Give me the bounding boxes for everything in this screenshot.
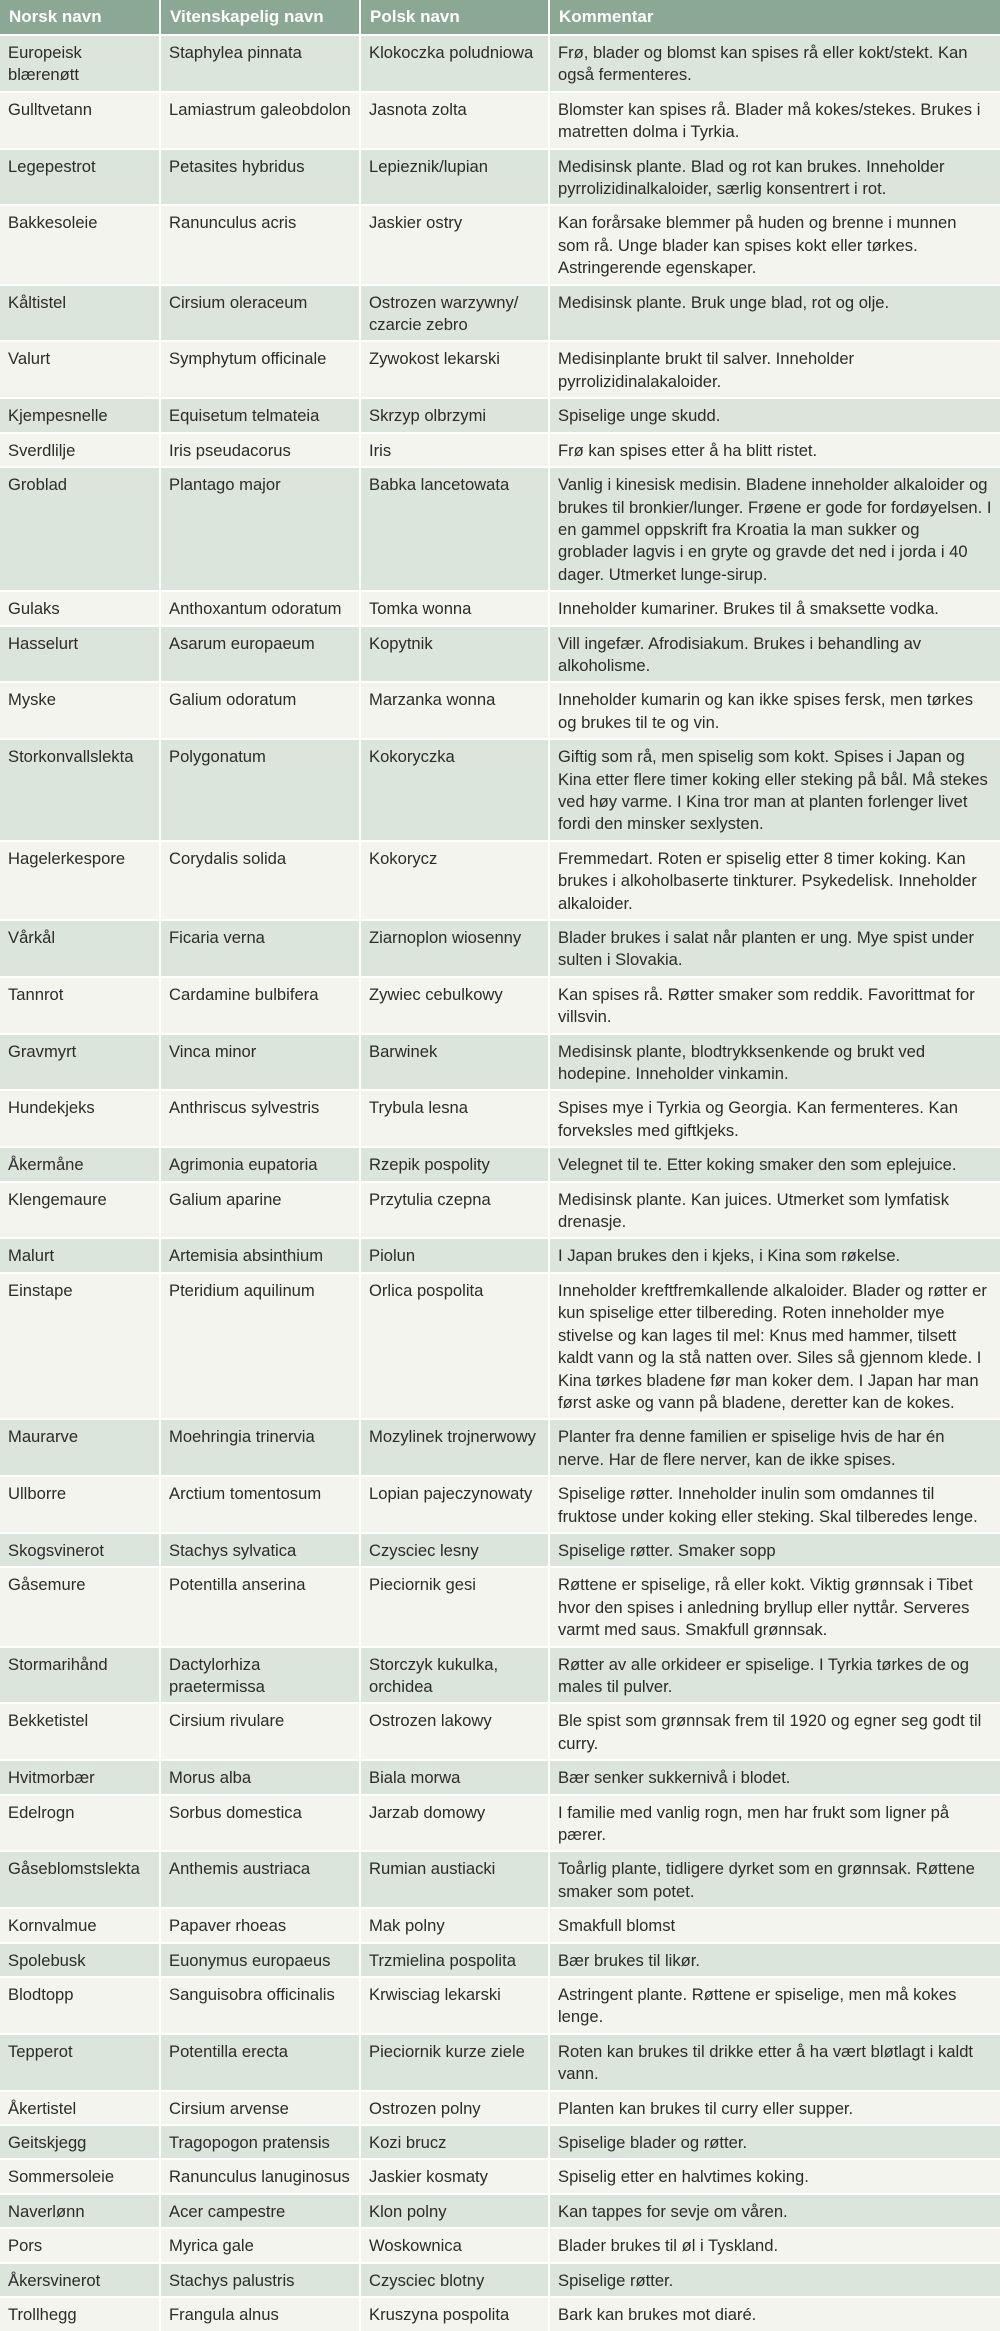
cell-kommentar: Inneholder kreftfremkallende alkaloider. Blader og røtter er kun spiselige etter tilbereding. Roten inneholder mye stivelse og kan lages til mel: Knus med hammer, tilsett kaldt vann og la stå natten over. Siles så gjennom klede. I Kina tørkes bladene før man koker dem. I Japan har man først aske og vann på bladene, deretter kan de kokes. [549, 1273, 1000, 1419]
cell-polsk: Ostrozen warzywny/ czarcie zebro [360, 285, 549, 342]
cell-vitenskapelig: Anthriscus sylvestris [160, 1090, 360, 1147]
table-row [0, 1419, 1000, 1476]
table-row [0, 1273, 1000, 1419]
cell-norsk: Hvitmorbær [0, 1760, 160, 1794]
cell-kommentar: Vanlig i kinesisk medisin. Bladene inneholder alkaloider og brukes til bronkier/lunger. Frøene er gode for fordøyelsen. I en gammel oppskrift fra Kroatia la man sukker og groblader lagvis i en gryte og gravde det ned i jorda i 40 dager. Utmerket lunge-sirup. [549, 467, 1000, 591]
cell-norsk: Naverlønn [0, 2194, 160, 2228]
cell-vitenskapelig: Agrimonia eupatoria [160, 1147, 360, 1181]
cell-vitenskapelig: Myrica gale [160, 2228, 360, 2262]
table-row [0, 626, 1000, 683]
cell-vitenskapelig: Lamiastrum galeobdolon [160, 92, 360, 149]
cell-kommentar: Giftig som rå, men spiselig som kokt. Spises i Japan og Kina etter flere timer koking eller steking på bål. Må stekes ved høy varme. I Kina tror man at planten forlenger livet fordi den minsker sexlysten. [549, 739, 1000, 841]
cell-kommentar: Blader brukes i salat når planten er ung. Mye spist under sulten i Slovakia. [549, 920, 1000, 977]
cell-vitenskapelig: Acer campestre [160, 2194, 360, 2228]
cell-norsk: Einstape [0, 1273, 160, 1419]
cell-polsk: Przytulia czepna [360, 1182, 549, 1239]
cell-vitenskapelig: Tragopogon pratensis [160, 2125, 360, 2159]
table-row [0, 1977, 1000, 2034]
cell-polsk: Trybula lesna [360, 1090, 549, 1147]
cell-kommentar: Bark kan brukes mot diaré. [549, 2297, 1000, 2330]
cell-kommentar: Medisinsk plante, blodtrykksenkende og brukt ved hodepine. Inneholder vinkamin. [549, 1034, 1000, 1091]
table-row [0, 467, 1000, 591]
cell-norsk: Kornvalmue [0, 1908, 160, 1942]
table-row [0, 1908, 1000, 1942]
cell-vitenskapelig: Moehringia trinervia [160, 1419, 360, 1476]
table-row [0, 591, 1000, 625]
cell-kommentar: Røtter av alle orkideer er spiselige. I Tyrkia tørkes de og males til pulver. [549, 1647, 1000, 1704]
cell-kommentar: I familie med vanlig rogn, men har frukt som ligner på pærer. [549, 1795, 1000, 1852]
cell-vitenskapelig: Stachys palustris [160, 2263, 360, 2297]
cell-norsk: Åkersvinerot [0, 2263, 160, 2297]
cell-polsk: Tomka wonna [360, 591, 549, 625]
cell-norsk: Hundekjeks [0, 1090, 160, 1147]
table-row [0, 2091, 1000, 2125]
cell-polsk: Zywokost lekarski [360, 341, 549, 398]
table-row [0, 1795, 1000, 1852]
cell-polsk: Babka lancetowata [360, 467, 549, 591]
cell-polsk: Kruszyna pospolita [360, 2297, 549, 2330]
cell-vitenskapelig: Polygonatum [160, 739, 360, 841]
cell-norsk: Vårkål [0, 920, 160, 977]
table-row [0, 2159, 1000, 2193]
cell-polsk: Krwisciag lekarski [360, 1977, 549, 2034]
cell-polsk: Marzanka wonna [360, 682, 549, 739]
table-row [0, 2297, 1000, 2330]
cell-kommentar: Spiselige unge skudd. [549, 398, 1000, 432]
cell-polsk: Klon polny [360, 2194, 549, 2228]
cell-norsk: Ullborre [0, 1476, 160, 1533]
table-row [0, 1476, 1000, 1533]
cell-norsk: Åkermåne [0, 1147, 160, 1181]
cell-kommentar: Toårlig plante, tidligere dyrket som en grønnsak. Røttene smaker som potet. [549, 1851, 1000, 1908]
cell-norsk: Stormarihånd [0, 1647, 160, 1704]
cell-norsk: Kåltistel [0, 285, 160, 342]
table-row [0, 1182, 1000, 1239]
cell-norsk: Storkonvallslekta [0, 739, 160, 841]
cell-kommentar: Ble spist som grønnsak frem til 1920 og egner seg godt til curry. [549, 1703, 1000, 1760]
cell-polsk: Trzmielina pospolita [360, 1943, 549, 1977]
cell-vitenskapelig: Galium odoratum [160, 682, 360, 739]
table-row [0, 1703, 1000, 1760]
cell-kommentar: Frø kan spises etter å ha blitt ristet. [549, 433, 1000, 467]
cell-vitenskapelig: Cirsium rivulare [160, 1703, 360, 1760]
table-row [0, 2034, 1000, 2091]
cell-kommentar: Planter fra denne familien er spiselige hvis de har én nerve. Har de flere nerver, kan de ikke spises. [549, 1419, 1000, 1476]
cell-kommentar: Roten kan brukes til drikke etter å ha vært bløtlagt i kaldt vann. [549, 2034, 1000, 2091]
table-row [0, 398, 1000, 432]
cell-vitenskapelig: Frangula alnus [160, 2297, 360, 2330]
cell-polsk: Pieciornik kurze ziele [360, 2034, 549, 2091]
header-kommentar: Kommentar [549, 0, 1000, 35]
cell-kommentar: Blomster kan spises rå. Blader må kokes/stekes. Brukes i matretten dolma i Tyrkia. [549, 92, 1000, 149]
table-row [0, 1851, 1000, 1908]
table-body [0, 35, 1000, 2331]
cell-vitenskapelig: Asarum europaeum [160, 626, 360, 683]
cell-kommentar: Medisinsk plante. Bruk unge blad, rot og olje. [549, 285, 1000, 342]
cell-vitenskapelig: Plantago major [160, 467, 360, 591]
table-row [0, 2194, 1000, 2228]
cell-vitenskapelig: Dactylorhiza praetermissa [160, 1647, 360, 1704]
cell-norsk: Åkertistel [0, 2091, 160, 2125]
cell-kommentar: Spiselige røtter. Inneholder inulin som omdannes til fruktose under koking eller steking. Skal tilberedes lenge. [549, 1476, 1000, 1533]
cell-polsk: Lepieznik/lupian [360, 149, 549, 206]
cell-vitenskapelig: Arctium tomentosum [160, 1476, 360, 1533]
cell-kommentar: Spiselige røtter. Smaker sopp [549, 1533, 1000, 1567]
table-row [0, 1147, 1000, 1181]
cell-norsk: Klengemaure [0, 1182, 160, 1239]
cell-kommentar: Kan tappes for sevje om våren. [549, 2194, 1000, 2228]
cell-polsk: Jaskier ostry [360, 205, 549, 284]
table-row [0, 35, 1000, 92]
cell-polsk: Biala morwa [360, 1760, 549, 1794]
cell-polsk: Barwinek [360, 1034, 549, 1091]
cell-norsk: Hagelerkespore [0, 841, 160, 920]
cell-norsk: Tepperot [0, 2034, 160, 2091]
cell-vitenskapelig: Sorbus domestica [160, 1795, 360, 1852]
cell-vitenskapelig: Papaver rhoeas [160, 1908, 360, 1942]
cell-kommentar: Medisinsk plante. Kan juices. Utmerket som lymfatisk drenasje. [549, 1182, 1000, 1239]
table-row [0, 1533, 1000, 1567]
cell-kommentar: Medisinplante brukt til salver. Inneholder pyrrolizidinalakaloider. [549, 341, 1000, 398]
cell-vitenskapelig: Cirsium arvense [160, 2091, 360, 2125]
cell-polsk: Jarzab domowy [360, 1795, 549, 1852]
cell-kommentar: Røttene er spiselige, rå eller kokt. Viktig grønnsak i Tibet hvor den spises i anledning bryllup eller nyttår. Serveres varmt med saus. Smakfull grønnsak. [549, 1567, 1000, 1646]
table-row [0, 341, 1000, 398]
cell-polsk: Mak polny [360, 1908, 549, 1942]
cell-vitenskapelig: Petasites hybridus [160, 149, 360, 206]
cell-vitenskapelig: Pteridium aquilinum [160, 1273, 360, 1419]
cell-kommentar: Fremmedart. Roten er spiselig etter 8 timer koking. Kan brukes i alkoholbaserte tinkturer. Psykedelisk. Inneholder alkaloider. [549, 841, 1000, 920]
cell-kommentar: Inneholder kumarin og kan ikke spises fersk, men tørkes og brukes til te og vin. [549, 682, 1000, 739]
table-row [0, 1090, 1000, 1147]
cell-polsk: Iris [360, 433, 549, 467]
cell-vitenskapelig: Ficaria verna [160, 920, 360, 977]
table-row [0, 1238, 1000, 1272]
table-row [0, 285, 1000, 342]
cell-norsk: Skogsvinerot [0, 1533, 160, 1567]
table-row [0, 1567, 1000, 1646]
cell-kommentar: Smakfull blomst [549, 1908, 1000, 1942]
cell-vitenskapelig: Ranunculus lanuginosus [160, 2159, 360, 2193]
cell-norsk: Sommersoleie [0, 2159, 160, 2193]
header-vitenskapelig-navn: Vitenskapelig navn [160, 0, 360, 35]
cell-kommentar: I Japan brukes den i kjeks, i Kina som røkelse. [549, 1238, 1000, 1272]
cell-kommentar: Vill ingefær. Afrodisiakum. Brukes i behandling av alkoholisme. [549, 626, 1000, 683]
cell-kommentar: Frø, blader og blomst kan spises rå eller kokt/stekt. Kan også fermenteres. [549, 35, 1000, 92]
cell-kommentar: Spiselige røtter. [549, 2263, 1000, 2297]
cell-kommentar: Bær senker sukkernivå i blodet. [549, 1760, 1000, 1794]
cell-vitenskapelig: Anthoxantum odoratum [160, 591, 360, 625]
cell-norsk: Bekketistel [0, 1703, 160, 1760]
cell-polsk: Storczyk kukulka, orchidea [360, 1647, 549, 1704]
table-row [0, 433, 1000, 467]
cell-polsk: Klokoczka poludniowa [360, 35, 549, 92]
cell-norsk: Trollhegg [0, 2297, 160, 2330]
cell-vitenskapelig: Potentilla anserina [160, 1567, 360, 1646]
cell-polsk: Woskownica [360, 2228, 549, 2262]
cell-norsk: Blodtopp [0, 1977, 160, 2034]
cell-vitenskapelig: Artemisia absinthium [160, 1238, 360, 1272]
cell-norsk: Legepestrot [0, 149, 160, 206]
cell-kommentar: Astringent plante. Røttene er spiselige, men må kokes lenge. [549, 1977, 1000, 2034]
cell-polsk: Kozi brucz [360, 2125, 549, 2159]
cell-polsk: Rzepik pospolity [360, 1147, 549, 1181]
cell-vitenskapelig: Ranunculus acris [160, 205, 360, 284]
table-row [0, 1034, 1000, 1091]
cell-vitenskapelig: Sanguisobra officinalis [160, 1977, 360, 2034]
cell-polsk: Ziarnoplon wiosenny [360, 920, 549, 977]
table-row [0, 1647, 1000, 1704]
cell-polsk: Jaskier kosmaty [360, 2159, 549, 2193]
cell-kommentar: Spiselige blader og røtter. [549, 2125, 1000, 2159]
cell-vitenskapelig: Morus alba [160, 1760, 360, 1794]
cell-polsk: Ostrozen polny [360, 2091, 549, 2125]
cell-polsk: Pieciornik gesi [360, 1567, 549, 1646]
cell-norsk: Europeisk blærenøtt [0, 35, 160, 92]
table-row [0, 149, 1000, 206]
cell-kommentar: Kan spises rå. Røtter smaker som reddik. Favorittmat for villsvin. [549, 977, 1000, 1034]
cell-norsk: Pors [0, 2228, 160, 2262]
cell-norsk: Myske [0, 682, 160, 739]
cell-kommentar: Blader brukes til øl i Tyskland. [549, 2228, 1000, 2262]
cell-polsk: Lopian pajeczynowaty [360, 1476, 549, 1533]
cell-polsk: Czysciec lesny [360, 1533, 549, 1567]
cell-norsk: Gåseblomstslekta [0, 1851, 160, 1908]
cell-kommentar: Spiselig etter en halvtimes koking. [549, 2159, 1000, 2193]
cell-vitenskapelig: Staphylea pinnata [160, 35, 360, 92]
table-row [0, 2125, 1000, 2159]
cell-norsk: Gulaks [0, 591, 160, 625]
cell-polsk: Rumian austiacki [360, 1851, 549, 1908]
cell-kommentar: Planten kan brukes til curry eller supper. [549, 2091, 1000, 2125]
cell-vitenskapelig: Equisetum telmateia [160, 398, 360, 432]
table-row [0, 205, 1000, 284]
cell-kommentar: Velegnet til te. Etter koking smaker den som eplejuice. [549, 1147, 1000, 1181]
cell-norsk: Groblad [0, 467, 160, 591]
cell-vitenskapelig: Corydalis solida [160, 841, 360, 920]
table-row [0, 1943, 1000, 1977]
cell-polsk: Kopytnik [360, 626, 549, 683]
cell-kommentar: Medisinsk plante. Blad og rot kan brukes. Inneholder pyrrolizidinalkaloider, særlig konsentrert i rot. [549, 149, 1000, 206]
header-polsk-navn: Polsk navn [360, 0, 549, 35]
cell-norsk: Malurt [0, 1238, 160, 1272]
cell-norsk: Gravmyrt [0, 1034, 160, 1091]
cell-polsk: Skrzyp olbrzymi [360, 398, 549, 432]
cell-vitenskapelig: Euonymus europaeus [160, 1943, 360, 1977]
table-row [0, 682, 1000, 739]
cell-norsk: Hasselurt [0, 626, 160, 683]
cell-norsk: Spolebusk [0, 1943, 160, 1977]
cell-vitenskapelig: Galium aparine [160, 1182, 360, 1239]
header-row [0, 0, 1000, 35]
cell-norsk: Valurt [0, 341, 160, 398]
table-row [0, 920, 1000, 977]
cell-kommentar: Kan forårsake blemmer på huden og brenne i munnen som rå. Unge blader kan spises kokt eller tørkes. Astringerende egenskaper. [549, 205, 1000, 284]
cell-norsk: Sverdlilje [0, 433, 160, 467]
cell-vitenskapelig: Symphytum officinale [160, 341, 360, 398]
cell-polsk: Kokoryczka [360, 739, 549, 841]
cell-kommentar: Bær brukes til likør. [549, 1943, 1000, 1977]
cell-polsk: Czysciec blotny [360, 2263, 549, 2297]
cell-norsk: Gåsemure [0, 1567, 160, 1646]
cell-vitenskapelig: Iris pseudacorus [160, 433, 360, 467]
cell-polsk: Mozylinek trojnerwowy [360, 1419, 549, 1476]
cell-vitenskapelig: Potentilla erecta [160, 2034, 360, 2091]
cell-polsk: Ostrozen lakowy [360, 1703, 549, 1760]
cell-norsk: Gulltvetann [0, 92, 160, 149]
table-row [0, 1760, 1000, 1794]
cell-vitenskapelig: Stachys sylvatica [160, 1533, 360, 1567]
cell-polsk: Piolun [360, 1238, 549, 1272]
cell-polsk: Kokorycz [360, 841, 549, 920]
cell-norsk: Tannrot [0, 977, 160, 1034]
cell-norsk: Maurarve [0, 1419, 160, 1476]
cell-vitenskapelig: Vinca minor [160, 1034, 360, 1091]
cell-polsk: Jasnota zolta [360, 92, 549, 149]
cell-polsk: Orlica pospolita [360, 1273, 549, 1419]
cell-norsk: Edelrogn [0, 1795, 160, 1852]
table-row [0, 739, 1000, 841]
table-row [0, 977, 1000, 1034]
cell-norsk: Bakkesoleie [0, 205, 160, 284]
cell-polsk: Zywiec cebulkowy [360, 977, 549, 1034]
cell-norsk: Kjempesnelle [0, 398, 160, 432]
cell-kommentar: Spises mye i Tyrkia og Georgia. Kan fermenteres. Kan forveksles med giftkjeks. [549, 1090, 1000, 1147]
table-row [0, 92, 1000, 149]
table-row [0, 2228, 1000, 2262]
table-row [0, 841, 1000, 920]
cell-vitenskapelig: Anthemis austriaca [160, 1851, 360, 1908]
cell-kommentar: Inneholder kumariner. Brukes til å smaksette vodka. [549, 591, 1000, 625]
cell-vitenskapelig: Cardamine bulbifera [160, 977, 360, 1034]
header-norsk-navn: Norsk navn [0, 0, 160, 35]
cell-norsk: Geitskjegg [0, 2125, 160, 2159]
cell-vitenskapelig: Cirsium oleraceum [160, 285, 360, 342]
